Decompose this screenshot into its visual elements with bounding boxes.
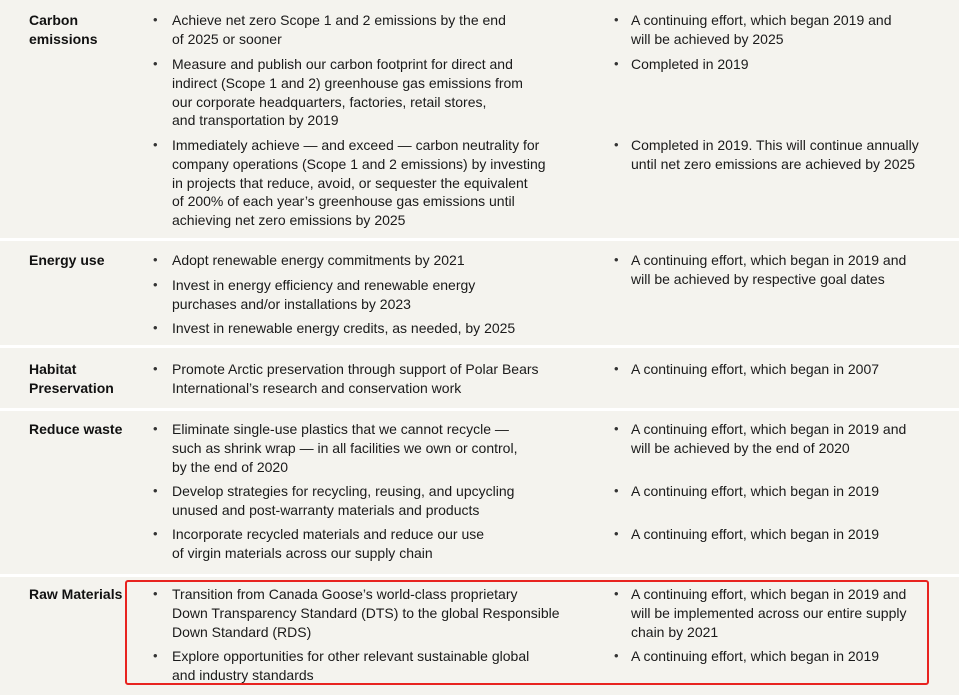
category-label: Energy use bbox=[29, 252, 105, 268]
goal-item: Explore opportunities for other relevant sustainable global and industry standards bbox=[172, 648, 530, 683]
bullet-icon: • bbox=[614, 252, 619, 267]
goal-item: Promote Arctic preservation through support of Polar Bears International’s research and conservation work bbox=[172, 361, 539, 396]
status-item: A continuing effort, which began in 2019 bbox=[631, 526, 880, 542]
bullet-icon: • bbox=[153, 12, 158, 27]
bullet-icon: • bbox=[614, 137, 619, 152]
bullet-icon: • bbox=[153, 361, 158, 376]
goal-item: Measure and publish our carbon footprint for direct and indirect (Scope 1 and 2) greenhouse gas emissions from our corporate headquarters, factories, retail stores, and transportation by 2019 bbox=[172, 56, 523, 129]
bullet-icon: • bbox=[614, 648, 619, 663]
category-label: Habitat Preservation bbox=[29, 361, 114, 396]
goal-item: Adopt renewable energy commitments by 2021 bbox=[172, 252, 465, 268]
bullet-icon: • bbox=[153, 648, 158, 663]
bullet-icon: • bbox=[153, 137, 158, 152]
goal-item: Develop strategies for recycling, reusing, and upcycling unused and post-warranty materials and products bbox=[172, 483, 515, 518]
category-label: Carbon emissions bbox=[29, 12, 98, 47]
bullet-icon: • bbox=[614, 586, 619, 601]
status-item: Completed in 2019 bbox=[631, 56, 749, 72]
bullet-icon: • bbox=[614, 56, 619, 71]
bullet-icon: • bbox=[614, 12, 619, 27]
goal-item: Invest in renewable energy credits, as needed, by 2025 bbox=[172, 320, 516, 336]
category-label: Reduce waste bbox=[29, 421, 123, 437]
bullet-icon: • bbox=[153, 277, 158, 292]
bullet-icon: • bbox=[153, 526, 158, 541]
status-item: A continuing effort, which began in 2019 bbox=[631, 648, 880, 664]
category-label: Raw Materials bbox=[29, 586, 123, 602]
bullet-icon: • bbox=[153, 586, 158, 601]
highlight-box bbox=[125, 580, 929, 685]
bullet-icon: • bbox=[153, 483, 158, 498]
status-item: A continuing effort, which began in 2019 bbox=[631, 483, 880, 499]
goal-item: Transition from Canada Goose’s world-class proprietary Down Transparency Standard (DTS) to the global Responsible Down Standard (RDS) bbox=[172, 586, 560, 640]
status-item: A continuing effort, which began in 2007 bbox=[631, 361, 880, 377]
status-item: A continuing effort, which began in 2019 and will be achieved by the end of 2020 bbox=[631, 421, 907, 456]
status-item: A continuing effort, which began in 2019 and will be achieved by respective goal dates bbox=[631, 252, 907, 287]
bullet-icon: • bbox=[153, 320, 158, 335]
bullet-icon: • bbox=[614, 526, 619, 541]
bullet-icon: • bbox=[153, 252, 158, 267]
bullet-icon: • bbox=[153, 421, 158, 436]
bullet-icon: • bbox=[153, 56, 158, 71]
bullet-icon: • bbox=[614, 421, 619, 436]
bullet-icon: • bbox=[614, 361, 619, 376]
goal-item: Achieve net zero Scope 1 and 2 emissions by the end of 2025 or sooner bbox=[172, 12, 506, 47]
goal-item: Incorporate recycled materials and reduce our use of virgin materials across our supply chain bbox=[172, 526, 485, 561]
status-item: Completed in 2019. This will continue annually until net zero emissions are achieved by 2025 bbox=[631, 137, 919, 172]
goal-item: Immediately achieve — and exceed — carbon neutrality for company operations (Scope 1 and 2 emissions) by investing in projects that reduce, avoid, or sequester the equivalent of 200% of each year’s greenhouse gas emissions until achieving net zero emissions by 2025 bbox=[172, 137, 546, 229]
status-item: A continuing effort, which began 2019 and will be achieved by 2025 bbox=[631, 12, 892, 47]
status-item: A continuing effort, which began in 2019 and will be implemented across our entire supply chain by 2021 bbox=[631, 586, 907, 640]
bullet-icon: • bbox=[614, 483, 619, 498]
goal-item: Invest in energy efficiency and renewable energy purchases and/or installations by 2023 bbox=[172, 277, 476, 312]
goal-item: Eliminate single-use plastics that we cannot recycle — such as shrink wrap — in all facilities we own or control, by the end of 2020 bbox=[172, 421, 518, 475]
